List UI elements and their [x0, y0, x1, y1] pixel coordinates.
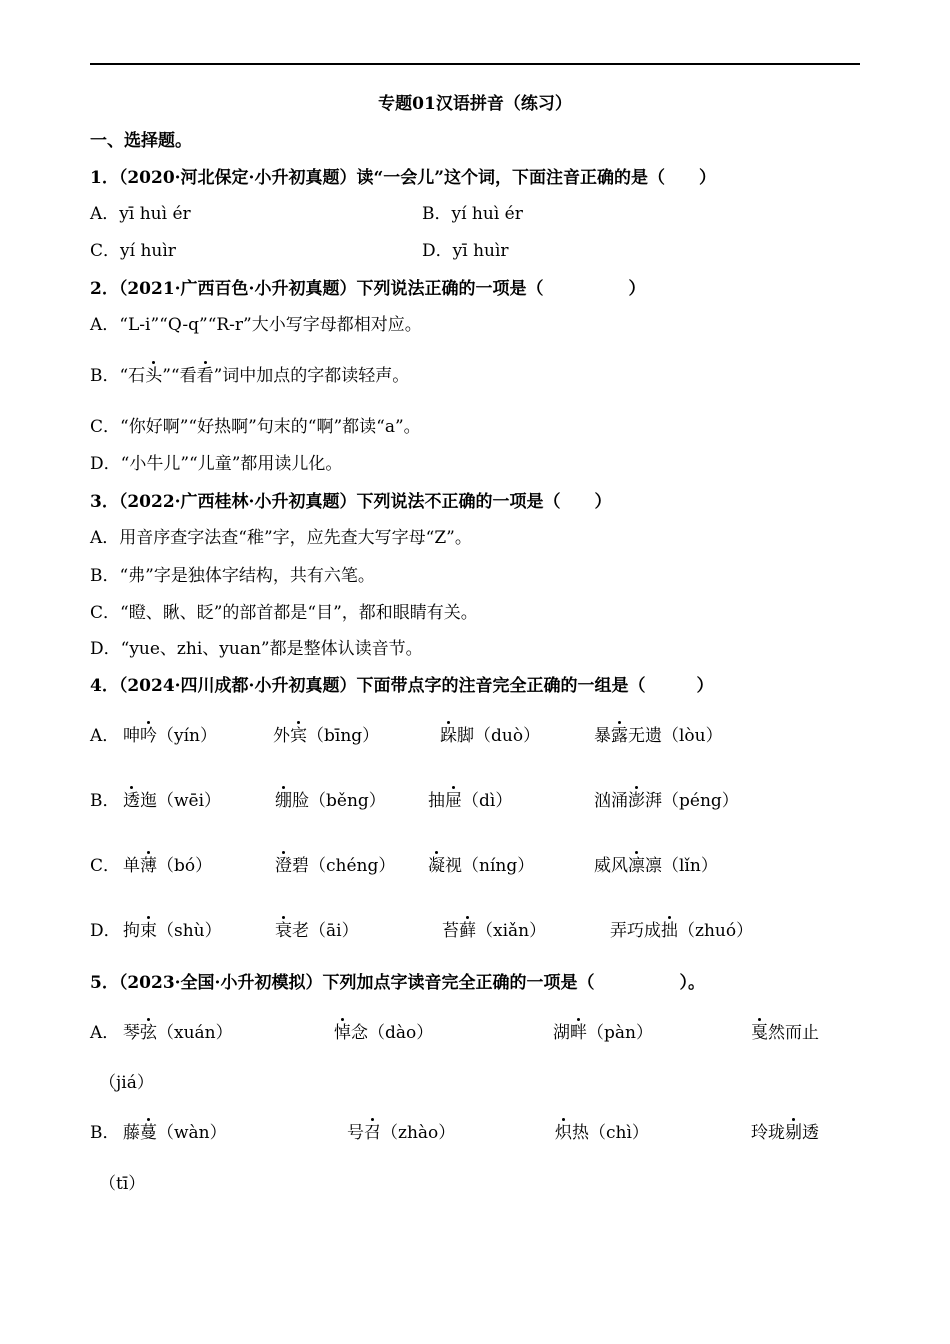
- q4-a-item-4: 暴露无遗（lòu）: [594, 726, 723, 746]
- q4-a-item-1: 呻吟（yín）: [123, 726, 217, 746]
- q5-a-item-4-pinyin: （jiá）: [99, 1073, 154, 1093]
- page-title: 专题01汉语拼音（练习）: [378, 94, 572, 114]
- q4-option-c[interactable]: C．: [90, 856, 121, 876]
- q4-d-item-2: 衰老（āi）: [275, 921, 359, 941]
- q3-option-c[interactable]: C．“瞪、瞅、眨”的部首都是“目”，都和眼睛有关。: [90, 603, 478, 623]
- q4-b-item-2: 绷脸（běng）: [275, 791, 386, 811]
- q2-option-b[interactable]: B．“石头”“看看”词中加点的字都读轻声。: [90, 366, 410, 386]
- q5-b-item-4-pinyin: （tī）: [99, 1174, 146, 1194]
- header-rule: [90, 63, 860, 65]
- q4-d-item-3: 苔藓（xiǎn）: [442, 921, 547, 941]
- q3-option-a[interactable]: A．用音序查字法查“稚”字，应先查大写字母“Z”。: [90, 528, 472, 548]
- q1-option-c[interactable]: C．yí huìr: [90, 241, 176, 261]
- q4-b-item-4: 汹涌澎湃（péng）: [594, 791, 739, 811]
- q5-a-item-2: 悼念（dào）: [334, 1023, 434, 1043]
- q4-c-item-1: 单薄（bó）: [123, 856, 213, 876]
- q5-a-item-3: 湖畔（pàn）: [553, 1023, 653, 1043]
- q4-d-item-4: 弄巧成拙（zhuó）: [610, 921, 754, 941]
- q3-option-b[interactable]: B．“弗”字是独体字结构，共有六笔。: [90, 566, 375, 586]
- q4-c-item-4: 威风凛凛（lǐn）: [594, 856, 718, 876]
- q5-b-item-1: 藤蔓（wàn）: [123, 1123, 227, 1143]
- q1-option-d[interactable]: D．yī huìr: [422, 241, 509, 261]
- q5-option-b[interactable]: B．: [90, 1123, 120, 1143]
- q4-option-b[interactable]: B．: [90, 791, 120, 811]
- question-4-stem: 4．（2024·四川成都·小升初真题）下面带点字的注音完全正确的一组是（ ）: [90, 676, 714, 696]
- q4-a-item-3: 跺脚（duò）: [440, 726, 541, 746]
- q5-b-item-2: 号召（zhào）: [347, 1123, 456, 1143]
- q1-option-a[interactable]: A．yī huì ér: [90, 204, 191, 224]
- q2-option-a[interactable]: A．“L-i”“Q-q”“R-r”大小写字母都相对应。: [90, 315, 422, 335]
- q2-option-d[interactable]: D．“小牛儿”“儿童”都用读儿化。: [90, 454, 343, 474]
- q4-a-item-2: 外宾（bīng）: [273, 726, 380, 746]
- q5-b-item-3: 炽热（chì）: [555, 1123, 649, 1143]
- q4-b-item-3: 抽屉（dì）: [428, 791, 513, 811]
- question-3-stem: 3．（2022·广西桂林·小升初真题）下列说法不正确的一项是（ ）: [90, 492, 612, 512]
- section-heading: 一、选择题。: [90, 131, 192, 151]
- q5-option-a[interactable]: A．: [90, 1023, 120, 1043]
- question-1-stem: 1．（2020·河北保定·小升初真题）读“一会儿”这个词，下面注音正确的是（ ）: [90, 168, 717, 188]
- q4-c-item-3: 凝视（níng）: [428, 856, 535, 876]
- q5-a-item-1: 琴弦（xuán）: [123, 1023, 233, 1043]
- q4-option-d[interactable]: D．: [90, 921, 121, 941]
- question-2-stem: 2．（2021·广西百色·小升初真题）下列说法正确的一项是（ ）: [90, 279, 646, 299]
- q4-b-item-1: 透迤（wēi）: [123, 791, 222, 811]
- q4-c-item-2: 澄碧（chéng）: [275, 856, 396, 876]
- q2-option-c[interactable]: C．“你好啊”“好热啊”句末的“啊”都读“a”。: [90, 417, 421, 437]
- q1-option-b[interactable]: B．yí huì ér: [422, 204, 523, 224]
- q3-option-d[interactable]: D．“yue、zhi、yuan”都是整体认读音节。: [90, 639, 423, 659]
- q4-option-a[interactable]: A．: [90, 726, 120, 746]
- q4-d-item-1: 拘束（shù）: [123, 921, 222, 941]
- q5-a-item-4: 戛然而止: [751, 1023, 819, 1043]
- q5-b-item-4: 玲珑剔透: [751, 1123, 819, 1143]
- question-5-stem: 5．（2023·全国·小升初模拟）下列加点字读音完全正确的一项是（ ）。: [90, 973, 705, 993]
